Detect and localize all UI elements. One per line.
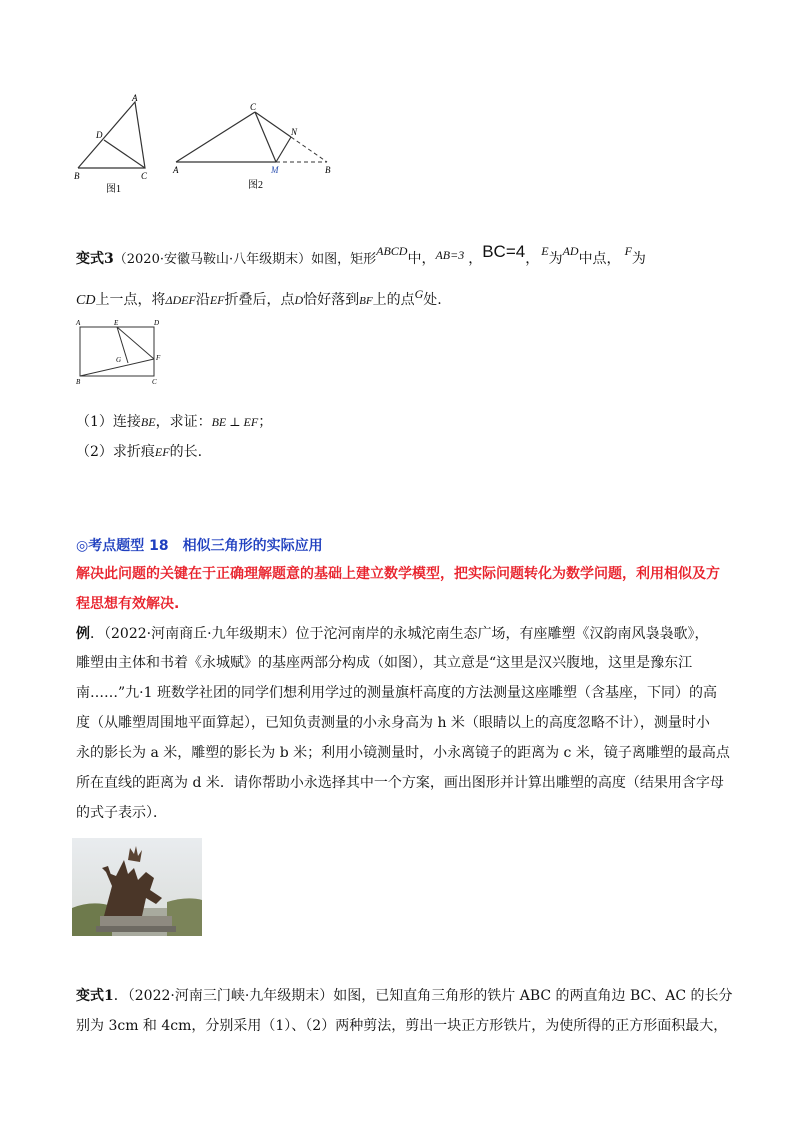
section-icon: ◎: [76, 538, 89, 554]
section-tip-line1: 解决此问题的关键在于正确理解题意的基础上建立数学模型，把实际问题转化为数学问题，利用相似及方: [76, 566, 720, 582]
variant3-in: 中，: [407, 251, 436, 267]
variant3-number: 3: [104, 251, 114, 267]
variant3-line2-d: 上的点: [372, 292, 415, 308]
variant1-line1-text: ．（2022·河南三门峡·九年级期末）如图，已知直角三角形的铁片 ABC 的两直角边 BC、AC 的长分: [113, 988, 733, 1004]
fig1-label-a: A: [132, 93, 138, 103]
variant3-bc: BC=4: [482, 242, 526, 261]
rect-label-e: E: [114, 319, 119, 327]
example-line1: [76, 622, 709, 648]
variant3-line2-e: 处.: [423, 292, 442, 308]
rect-label-b: B: [76, 378, 81, 386]
variant3-e: E: [541, 244, 549, 258]
fig2-caption: 图2: [248, 180, 263, 191]
variant3-midpoint: 中点，: [578, 251, 621, 267]
q2-ef: EF: [154, 445, 170, 459]
q1-end: ；: [258, 414, 273, 430]
fig2-label-a: A: [173, 165, 179, 175]
q2-end: 的长.: [169, 444, 203, 460]
variant3-ab: AB=3: [435, 248, 465, 262]
fig2-label-c: C: [250, 102, 257, 112]
variant1-line1: [76, 984, 733, 1010]
figure-2-triangle: [170, 100, 345, 200]
variant3-line2-a: 上一点，将: [95, 292, 166, 308]
figure-1-triangle: [70, 90, 160, 200]
variant3-line2-c: 恰好落到: [303, 292, 360, 308]
variant3-bf: BF: [359, 295, 373, 307]
variant3-g: G: [414, 287, 424, 301]
example-line3: 南……”九·1 班数学社团的同学们想利用学过的测量旗杆高度的方法测量这座雕塑（含基座，下同）的高: [76, 685, 717, 701]
variant3-d: D: [294, 293, 304, 307]
example-label: 例: [76, 626, 90, 642]
variant3-comma: ，: [468, 251, 483, 267]
q1-prefix: （1）连接: [76, 414, 141, 430]
rect-label-a: A: [76, 319, 81, 327]
variant3-cd: CD: [76, 293, 96, 308]
example-line4: 度（从雕塑周围地平面算起），已知负责测量的小永身高为 h 米（眼睛以上的高度忽略不计），测量时小: [76, 715, 710, 731]
section-tip-line2: 程思想有效解决.: [76, 596, 180, 612]
variant3-def: ΔDEF: [165, 293, 196, 307]
example-line2: 雕塑由主体和书着《永城赋》的基座两部分构成（如图），其立意是“这里是汉兴腹地，这里是豫东江: [76, 655, 693, 671]
example-line1-text: ．（2022·河南商丘·九年级期末）位于沱河南岸的永城沱南生态广场，有座雕塑《汉韵南风袅袅歌》，: [90, 626, 709, 642]
example-line5: 永的影长为 a 米，雕塑的影长为 b 米；利用小镜测量时，小永离镜子的距离为 c 米，镜子离雕塑的最高点: [76, 745, 730, 761]
variant3-ad: AD: [562, 244, 579, 258]
variant3-f: F: [624, 244, 632, 258]
rect-label-c: C: [152, 378, 157, 386]
variant3-along: 沿: [195, 292, 210, 308]
variant3-ef: EF: [209, 293, 225, 307]
variant3-is2: 为: [631, 251, 646, 267]
sculpture-photo: [72, 838, 202, 936]
section-title: 考点题型 18 相似三角形的实际应用: [88, 538, 323, 554]
variant1-prefix: 变式: [76, 988, 104, 1004]
variant3-source: （2020·安徽马鞍山·八年级期末）如图，矩形: [113, 252, 377, 267]
example-line7: 的式子表示）．: [76, 805, 167, 821]
variant1-number: 1: [104, 988, 114, 1004]
fig2-label-m: M: [271, 165, 279, 175]
fig2-label-n: N: [291, 127, 298, 137]
variant3-is: 为: [548, 251, 563, 267]
q1-prove: ，求证：: [155, 414, 212, 430]
section-heading: [76, 535, 323, 555]
fig2-label-b: B: [325, 165, 331, 175]
variant3-line2-b: 折叠后，点: [224, 292, 295, 308]
q1-be: BE: [140, 415, 156, 429]
variant3-question2: [76, 441, 202, 463]
variant3-abcd: ABCD: [376, 244, 408, 258]
fig1-caption: 图1: [106, 184, 121, 195]
fig1-label-d: D: [96, 130, 103, 140]
rectangle-figure: [72, 318, 172, 388]
rect-label-d: D: [154, 319, 160, 327]
rect-label-g: G: [116, 356, 122, 364]
fig1-label-b: B: [74, 171, 80, 181]
fig1-label-c: C: [141, 171, 148, 181]
variant3-line2: [76, 289, 442, 312]
variant3-question1: [76, 411, 272, 433]
rect-label-f: F: [156, 354, 161, 362]
variant3-comma2: ，: [525, 251, 540, 267]
variant3-line1: [76, 242, 646, 271]
variant1-line2: 别为 3cm 和 4cm，分别采用（1）、（2）两种剪法，剪出一块正方形铁片，为使所得的正方形面积最大，: [76, 1018, 728, 1034]
q1-expression: BE ⊥ EF: [211, 415, 259, 429]
variant3-prefix: 变式: [76, 251, 104, 267]
q2-prefix: （2）求折痕: [76, 444, 155, 460]
example-line6: 所在直线的距离为 d 米．请你帮助小永选择其中一个方案，画出图形并计算出雕塑的高度（结果用含字母: [76, 775, 724, 791]
